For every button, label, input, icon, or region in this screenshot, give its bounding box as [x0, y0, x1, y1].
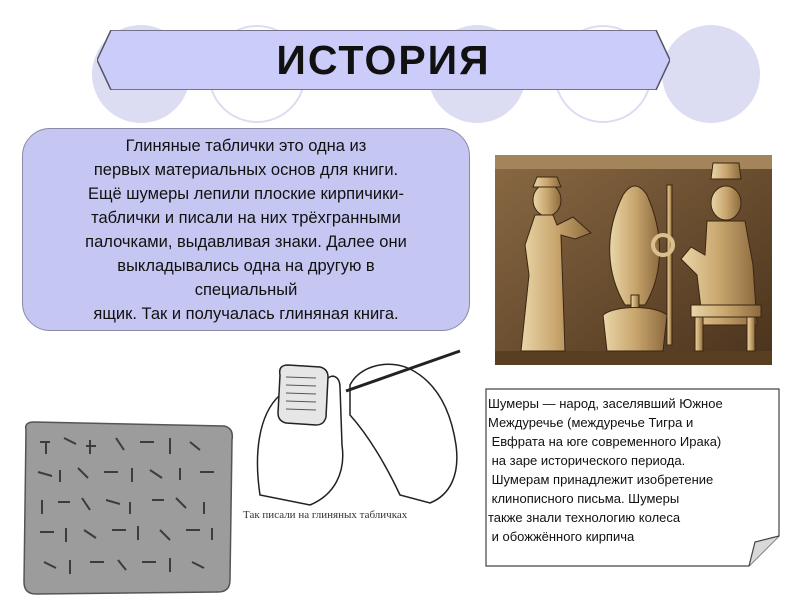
main-text-line: таблички и писали на них трёхгранными [91, 208, 401, 227]
note-line: Междуречье (междуречье Тигра и [488, 415, 694, 430]
decor-circle-5 [662, 25, 760, 123]
main-text-box [22, 128, 470, 331]
title-banner [97, 30, 670, 90]
note-line: также знали технологию колеса [488, 510, 681, 525]
note-line: клинописного письма. Шумеры [488, 491, 680, 506]
note-line: и обожжённого кирпича [488, 529, 635, 544]
main-text-line: Глиняные таблички это одна из [125, 136, 367, 155]
main-text-line: палочками, выдавливая знаки. Далее они [85, 232, 407, 251]
note-text [488, 394, 778, 546]
info-note [485, 388, 780, 568]
main-text-line: выкладывались одна на другую в [117, 256, 375, 275]
main-text-line: ящик. Так и получалась глиняная книга. [93, 304, 399, 323]
page-title: ИСТОРИЯ [276, 36, 491, 83]
sumerian-relief-image [495, 155, 772, 365]
main-text-line: первых материальных основ для книги. [93, 160, 399, 179]
note-line: Шумерам принадлежит изобретение [488, 472, 714, 487]
note-line: на заре исторического периода. [488, 453, 686, 468]
main-text-line: Ещё шумеры лепили плоские кирпичики- [87, 184, 405, 203]
note-line: Шумеры — народ, заселявший Южное [488, 396, 723, 411]
main-text-line: специальный [194, 280, 298, 299]
cuneiform-tablet-image [20, 420, 236, 596]
hands-writing-stylus-image [250, 345, 465, 510]
note-line: Евфрата на юге современного Ирака) [488, 434, 722, 449]
image-caption: Так писали на глиняных табличках [243, 509, 408, 521]
